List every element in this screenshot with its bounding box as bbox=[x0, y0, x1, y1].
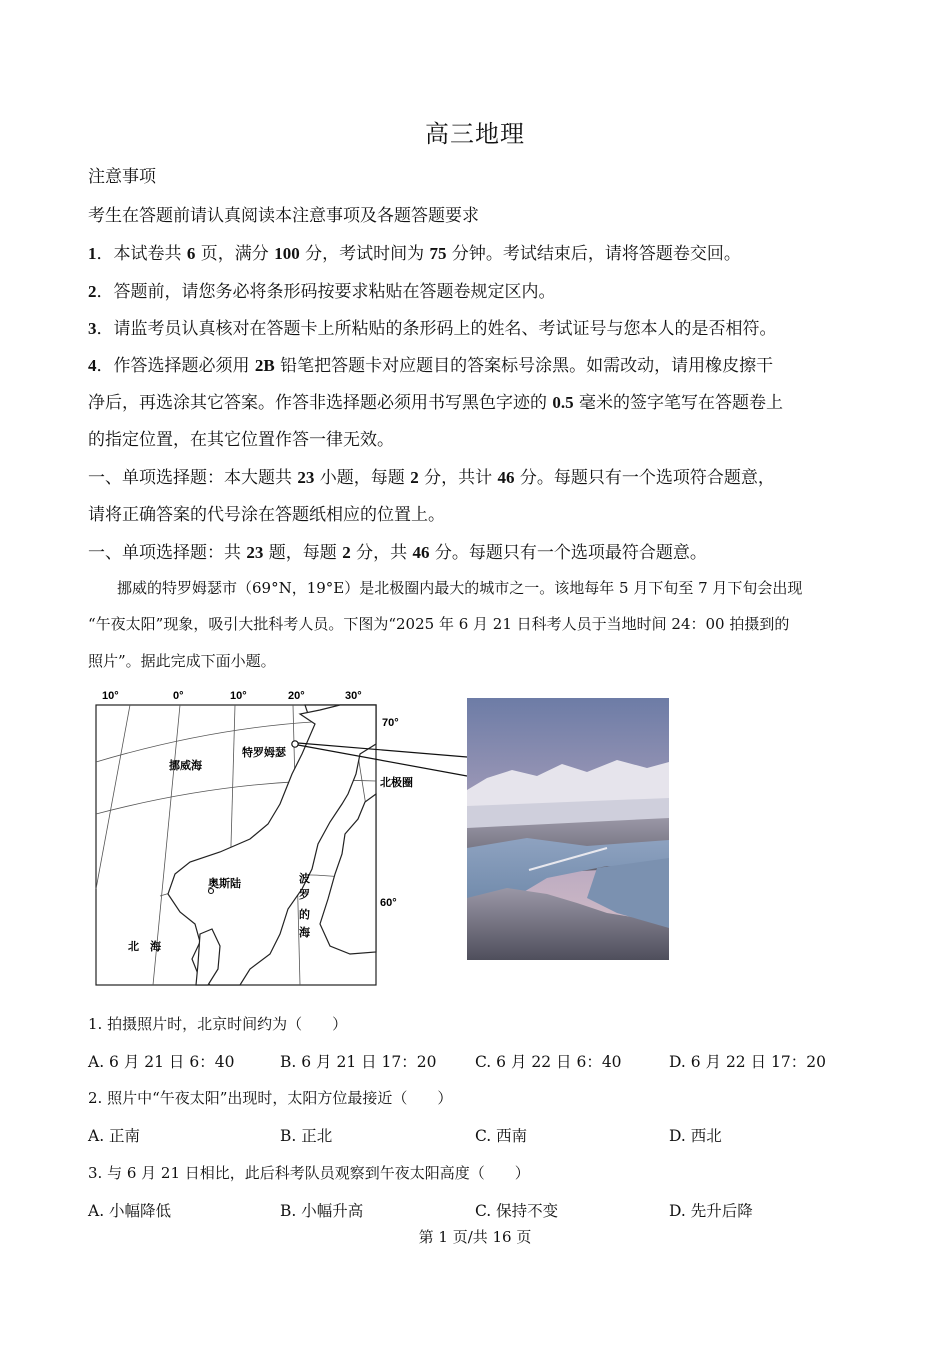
lon-label-20e: 20° bbox=[288, 690, 305, 702]
notice-item-4-line2: 净后，再选涂其它答案。作答非选择题必须用书写黑色字迹的 0.5 毫米的签字笔写在答题卷上 bbox=[88, 393, 784, 413]
lat-label-60: 60° bbox=[380, 897, 397, 909]
question-2-option-d[interactable]: D. 西北 bbox=[669, 1127, 722, 1145]
label-baltic-1: 波 bbox=[299, 873, 310, 885]
question-3-option-b[interactable]: B. 小幅升高 bbox=[280, 1202, 364, 1220]
lat-label-70: 70° bbox=[382, 717, 399, 729]
label-baltic-3: 的 bbox=[299, 909, 310, 921]
passage-line-1: 挪威的特罗姆瑟市（69°N，19°E）是北极圈内最大的城市之一。该地每年 5 月下旬至 7 月下旬会出现 bbox=[117, 579, 803, 597]
notice-item-4: 4．作答选择题必须用 2B 铅笔把答题卡对应题目的答案标号涂黑。如需改动，请用橡皮擦干 bbox=[88, 356, 774, 376]
question-3-stem: 3. 与 6 月 21 日相比，此后科考队员观察到午夜太阳高度（ ） bbox=[88, 1164, 530, 1182]
passage-line-3: 照片”。据此完成下面小题。 bbox=[88, 652, 276, 670]
question-1-option-a[interactable]: A. 6 月 21 日 6：40 bbox=[88, 1053, 235, 1071]
lon-label-10w: 10° bbox=[102, 690, 119, 702]
notice-item-2: 2．答题前，请您务必将条形码按要求粘贴在答题卷规定区内。 bbox=[88, 282, 556, 302]
question-3-option-a[interactable]: A. 小幅降低 bbox=[88, 1202, 172, 1220]
notice-heading: 注意事项 bbox=[88, 167, 156, 187]
section2-heading: 一、单项选择题：共 23 题，每题 2 分，共 46 分。每题只有一个选项最符合题意。 bbox=[88, 543, 707, 563]
question-2-stem: 2. 照片中“午夜太阳”出现时，太阳方位最接近（ ） bbox=[88, 1089, 453, 1107]
question-1-stem: 1. 拍摄照片时，北京时间约为（ ） bbox=[88, 1015, 348, 1033]
notice-intro: 考生在答题前请认真阅读本注意事项及各题答题要求 bbox=[88, 206, 479, 226]
section1-heading: 一、单项选择题：本大题共 23 小题，每题 2 分，共计 46 分。每题只有一个选项符合题意， bbox=[88, 468, 775, 488]
question-1-option-d[interactable]: D. 6 月 22 日 17：20 bbox=[669, 1053, 826, 1071]
notice-item-4-line3: 的指定位置，在其它位置作答一律无效。 bbox=[88, 430, 394, 450]
label-arctic-circle: 北极圈 bbox=[380, 777, 413, 789]
question-2-option-c[interactable]: C. 西南 bbox=[475, 1127, 528, 1145]
lon-label-30e: 30° bbox=[345, 690, 362, 702]
label-north-sea: 北 海 bbox=[128, 941, 161, 953]
lon-label-0: 0° bbox=[173, 690, 184, 702]
label-baltic-2: 罗 bbox=[299, 889, 310, 901]
lon-label-10e: 10° bbox=[230, 690, 247, 702]
notice-item-1: 1．本试卷共 6 页，满分 100 分，考试时间为 75 分钟。考试结束后，请将答题卷交回。 bbox=[88, 244, 741, 264]
page-footer: 第 1 页/共 16 页 bbox=[418, 1228, 532, 1246]
midnight-sun-photo bbox=[467, 698, 669, 960]
question-1-option-c[interactable]: C. 6 月 22 日 6：40 bbox=[475, 1053, 622, 1071]
question-2-option-b[interactable]: B. 正北 bbox=[280, 1127, 333, 1145]
tromso-marker bbox=[292, 741, 298, 747]
label-tromso: 特罗姆瑟 bbox=[242, 747, 286, 759]
notice-item-3: 3．请监考员认真核对在答题卡上所粘贴的条形码上的姓名、考试证号与您本人的是否相符。 bbox=[88, 319, 777, 339]
label-oslo: 奥斯陆 bbox=[208, 878, 241, 890]
question-2-option-a[interactable]: A. 正南 bbox=[88, 1127, 141, 1145]
section1-line2: 请将正确答案的代号涂在答题纸相应的位置上。 bbox=[88, 505, 445, 525]
question-1-option-b[interactable]: B. 6 月 21 日 17：20 bbox=[280, 1053, 437, 1071]
question-3-option-c[interactable]: C. 保持不变 bbox=[475, 1202, 559, 1220]
passage-line-2: “午夜太阳”现象，吸引大批科考人员。下图为“2025 年 6 月 21 日科考人员于当地时间 24：00 拍摄到的 bbox=[88, 615, 790, 633]
question-3-option-d[interactable]: D. 先升后降 bbox=[669, 1202, 753, 1220]
label-norwegian-sea: 挪威海 bbox=[169, 760, 202, 772]
label-baltic-4: 海 bbox=[299, 927, 310, 939]
page-title: 高三地理 bbox=[425, 120, 525, 148]
